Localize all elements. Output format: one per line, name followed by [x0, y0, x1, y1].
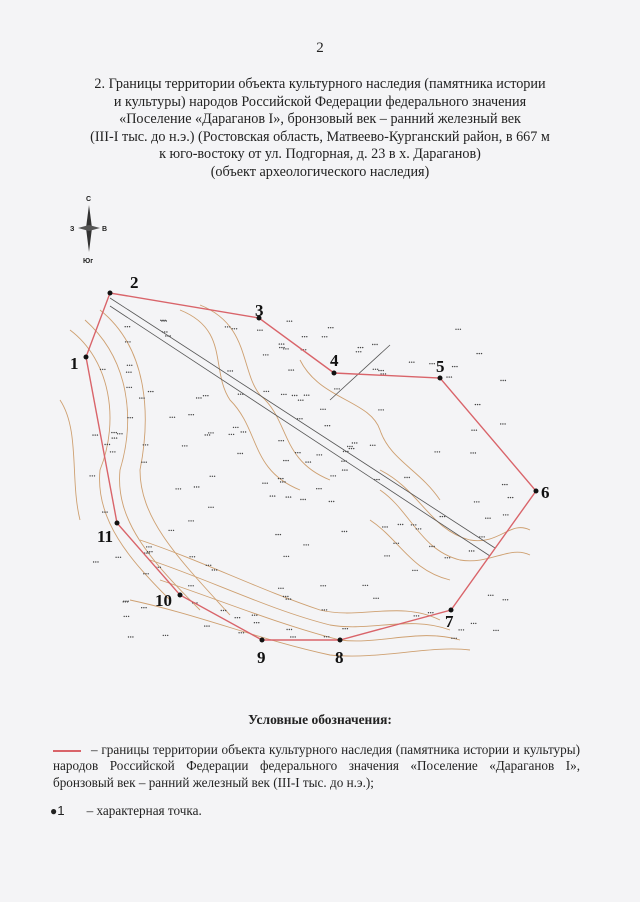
- page-number: 2: [316, 40, 324, 56]
- spot-height-mark: [117, 433, 123, 434]
- spot-height-mark: [370, 445, 376, 446]
- spot-height-mark: [196, 397, 202, 398]
- boundary-point-marker: [438, 376, 443, 381]
- spot-height-mark: [141, 607, 147, 608]
- legend-boundary-text: – границы территории объекта культурного наследия (памятника истории и культуры) народов Российской Федерации федерального значения «Поселение «Дараганов I», бронзовый век – ранний железный век (III-I тыс. до н.э.);: [53, 742, 580, 790]
- spot-height-mark: [125, 341, 131, 342]
- legend-point-text: – характерная точка.: [86, 803, 202, 818]
- point-symbol-label: 1: [57, 803, 65, 818]
- spot-height-mark: [352, 442, 358, 443]
- point-label: 3: [255, 301, 264, 320]
- spot-height-mark: [175, 488, 181, 489]
- spot-height-mark: [252, 615, 258, 616]
- spot-height-mark: [384, 555, 390, 556]
- spot-height-mark: [126, 387, 132, 388]
- spot-height-mark: [378, 409, 384, 410]
- contour-lines: [60, 305, 530, 656]
- spot-height-mark: [485, 518, 491, 519]
- spot-height-mark: [380, 373, 386, 374]
- spot-height-mark: [144, 552, 150, 553]
- spot-height-mark: [500, 423, 506, 424]
- spot-height-mark: [147, 551, 153, 552]
- spot-height-mark: [471, 623, 477, 624]
- boundary-point-marker: [108, 291, 113, 296]
- spot-height-mark: [283, 348, 289, 349]
- spot-height-mark: [493, 630, 499, 631]
- boundary-point-marker: [178, 593, 183, 598]
- spot-height-mark: [148, 391, 154, 392]
- spot-height-mark: [414, 615, 420, 616]
- spot-height-mark: [479, 536, 485, 537]
- spot-height-mark: [455, 329, 461, 330]
- spot-height-mark: [263, 354, 269, 355]
- compass-north: С: [86, 196, 92, 203]
- spot-height-mark: [225, 326, 231, 327]
- spot-height-mark: [440, 516, 446, 517]
- spot-height-mark: [316, 454, 322, 455]
- spot-height-mark: [342, 531, 348, 532]
- spot-height-mark: [161, 320, 167, 321]
- spot-height-mark: [127, 417, 133, 418]
- title-line: к юго-востоку от ул. Подгорная, д. 23 в х. Дараганов): [159, 146, 481, 163]
- spot-height-mark: [110, 451, 116, 452]
- spot-height-mark: [237, 453, 243, 454]
- spot-height-mark: [303, 544, 309, 545]
- spot-height-mark: [189, 556, 195, 557]
- spot-height-mark: [508, 497, 514, 498]
- spot-height-mark: [429, 363, 435, 364]
- compass-west: З: [70, 226, 75, 233]
- spot-height-mark: [182, 445, 188, 446]
- spot-height-mark: [356, 351, 362, 352]
- spot-height-mark: [411, 524, 417, 525]
- spot-height-mark: [329, 501, 335, 502]
- spot-height-mark: [372, 344, 378, 345]
- spot-height-mark: [241, 431, 247, 432]
- point-label: 5: [436, 357, 445, 376]
- spot-height-mark: [206, 565, 212, 566]
- spot-height-mark: [302, 336, 308, 337]
- spot-height-mark: [139, 397, 145, 398]
- spot-height-mark: [286, 496, 292, 497]
- spot-height-mark: [168, 530, 174, 531]
- spot-height-mark: [278, 440, 284, 441]
- spot-height-mark: [163, 635, 169, 636]
- spot-height-mark: [382, 526, 388, 527]
- spot-height-mark: [358, 347, 364, 348]
- spot-height-mark: [194, 486, 200, 487]
- spot-height-mark: [373, 598, 379, 599]
- spot-height-mark: [328, 327, 334, 328]
- spot-height-mark: [283, 556, 289, 557]
- spot-height-mark: [229, 434, 235, 435]
- spot-height-mark: [429, 546, 435, 547]
- spot-height-mark: [263, 391, 269, 392]
- spot-height-mark: [300, 499, 306, 500]
- spot-height-mark: [503, 599, 509, 600]
- spot-height-mark: [233, 427, 239, 428]
- spot-height-mark: [445, 557, 451, 558]
- spot-height-mark: [290, 636, 296, 637]
- spot-height-mark: [127, 365, 133, 366]
- spot-height-mark: [283, 596, 289, 597]
- point-label: 8: [335, 648, 344, 667]
- spot-height-mark: [342, 628, 348, 629]
- spot-height-mark: [188, 414, 194, 415]
- spot-height-mark: [334, 388, 340, 389]
- spot-height-mark: [362, 585, 368, 586]
- spot-height-mark: [476, 353, 482, 354]
- spot-height-mark: [160, 320, 166, 321]
- spot-height-mark: [257, 330, 263, 331]
- spot-height-mark: [342, 469, 348, 470]
- point-label: 6: [541, 483, 550, 502]
- boundary-point-marker: [534, 489, 539, 494]
- spot-height-mark: [349, 448, 355, 449]
- point-label: 2: [130, 273, 139, 292]
- spot-height-mark: [279, 343, 285, 344]
- spot-height-mark: [123, 601, 129, 602]
- spot-height-mark: [287, 321, 293, 322]
- elevation-marks: [89, 320, 513, 639]
- spot-height-mark: [398, 524, 404, 525]
- spot-height-mark: [208, 432, 214, 433]
- spot-height-mark: [434, 451, 440, 452]
- spot-height-mark: [126, 372, 132, 373]
- spot-height-mark: [141, 462, 147, 463]
- spot-height-mark: [111, 432, 117, 433]
- spot-height-mark: [93, 561, 99, 562]
- spot-height-mark: [322, 336, 328, 337]
- spot-height-mark: [188, 520, 194, 521]
- spot-height-mark: [238, 632, 244, 633]
- boundary-point-marker: [115, 521, 120, 526]
- spot-height-mark: [115, 557, 121, 558]
- spot-height-mark: [278, 588, 284, 589]
- boundary-point-marker: [260, 638, 265, 643]
- spot-height-mark: [502, 484, 508, 485]
- boundary-point-marker: [84, 355, 89, 360]
- point-symbol-icon: ●: [50, 804, 58, 818]
- spot-height-mark: [125, 326, 131, 327]
- legend-item-point: [50, 803, 202, 819]
- spot-height-mark: [458, 629, 464, 630]
- spot-height-mark: [373, 369, 379, 370]
- spot-height-mark: [330, 475, 336, 476]
- spot-height-mark: [298, 400, 304, 401]
- spot-height-mark: [322, 609, 328, 610]
- spot-height-mark: [324, 636, 330, 637]
- spot-height-mark: [471, 430, 477, 431]
- spot-height-mark: [205, 434, 211, 435]
- title-line: (объект археологического наследия): [210, 163, 430, 180]
- spot-height-mark: [280, 481, 286, 482]
- spot-height-mark: [89, 475, 95, 476]
- spot-height-mark: [212, 569, 218, 570]
- compass-east: В: [102, 226, 108, 233]
- spot-height-mark: [305, 461, 311, 462]
- boundary-point-marker: [338, 638, 343, 643]
- spot-height-mark: [320, 585, 326, 586]
- spot-height-mark: [475, 404, 481, 405]
- spot-height-mark: [279, 347, 285, 348]
- spot-height-mark: [295, 452, 301, 453]
- spot-height-mark: [169, 417, 175, 418]
- spot-height-mark: [409, 362, 415, 363]
- spot-height-mark: [451, 638, 457, 639]
- spot-height-mark: [474, 501, 480, 502]
- spot-height-mark: [452, 366, 458, 367]
- spot-height-mark: [208, 507, 214, 508]
- title-line: и культуры) народов Российской Федерации федерального значения: [113, 93, 527, 110]
- spot-height-mark: [235, 617, 241, 618]
- spot-height-mark: [275, 534, 281, 535]
- title-line: «Поселение «Дараганов I», бронзовый век – ранний железный век: [119, 111, 521, 128]
- spot-height-mark: [232, 328, 238, 329]
- spot-height-mark: [500, 380, 506, 381]
- spot-height-mark: [227, 370, 233, 371]
- title-line: 2. Границы территории объекта культурного наследия (памятника истории: [94, 76, 546, 92]
- spot-height-mark: [404, 477, 410, 478]
- spot-height-mark: [100, 369, 106, 370]
- spot-height-mark: [470, 452, 476, 453]
- spot-height-mark: [304, 395, 310, 396]
- spot-height-mark: [143, 444, 149, 445]
- spot-height-mark: [124, 616, 130, 617]
- spot-height-mark: [112, 437, 118, 438]
- spot-height-mark: [325, 425, 331, 426]
- spot-height-mark: [503, 514, 509, 515]
- spot-height-mark: [281, 394, 287, 395]
- spot-height-mark: [446, 376, 452, 377]
- compass-south: Юг: [83, 258, 94, 265]
- spot-height-mark: [143, 573, 149, 574]
- boundary-line-symbol: [53, 750, 81, 752]
- spot-height-mark: [428, 612, 434, 613]
- point-label: 7: [445, 612, 454, 631]
- spot-height-mark: [188, 585, 194, 586]
- spot-height-mark: [204, 625, 210, 626]
- spot-height-mark: [286, 598, 292, 599]
- spot-height-mark: [262, 483, 268, 484]
- spot-height-mark: [128, 636, 134, 637]
- spot-height-mark: [412, 570, 418, 571]
- spot-height-mark: [286, 629, 292, 630]
- spot-height-mark: [254, 622, 260, 623]
- spot-height-mark: [221, 610, 227, 611]
- boundary-point-marker: [332, 371, 337, 376]
- spot-height-mark: [488, 595, 494, 596]
- spot-height-mark: [378, 370, 384, 371]
- spot-height-mark: [203, 395, 209, 396]
- point-label: 11: [97, 527, 114, 546]
- legend-title: Условные обозначения:: [248, 712, 392, 727]
- spot-height-mark: [288, 369, 294, 370]
- spot-height-mark: [278, 478, 284, 479]
- spot-height-mark: [210, 476, 216, 477]
- spot-height-mark: [102, 511, 108, 512]
- spot-height-mark: [283, 460, 289, 461]
- legend-item-boundary: [53, 742, 580, 791]
- spot-height-mark: [292, 395, 298, 396]
- spot-height-mark: [316, 488, 322, 489]
- point-label: 9: [257, 648, 266, 667]
- point-label: 4: [330, 351, 339, 370]
- spot-height-mark: [320, 409, 326, 410]
- spot-height-mark: [297, 418, 303, 419]
- spot-height-mark: [146, 546, 152, 547]
- title-line: (III-I тыс. до н.э.) (Ростовская область, Матвеево-Курганский район, в 667 м: [90, 128, 550, 145]
- spot-height-mark: [270, 495, 276, 496]
- spot-height-mark: [393, 543, 399, 544]
- spot-height-mark: [347, 446, 353, 447]
- compass-rose-icon: [70, 196, 107, 265]
- spot-height-mark: [416, 528, 422, 529]
- spot-height-mark: [469, 550, 475, 551]
- spot-height-mark: [92, 434, 98, 435]
- point-label: 10: [155, 591, 172, 610]
- spot-height-mark: [104, 444, 110, 445]
- point-label: 1: [70, 354, 79, 373]
- boundary-polygon: [86, 293, 536, 640]
